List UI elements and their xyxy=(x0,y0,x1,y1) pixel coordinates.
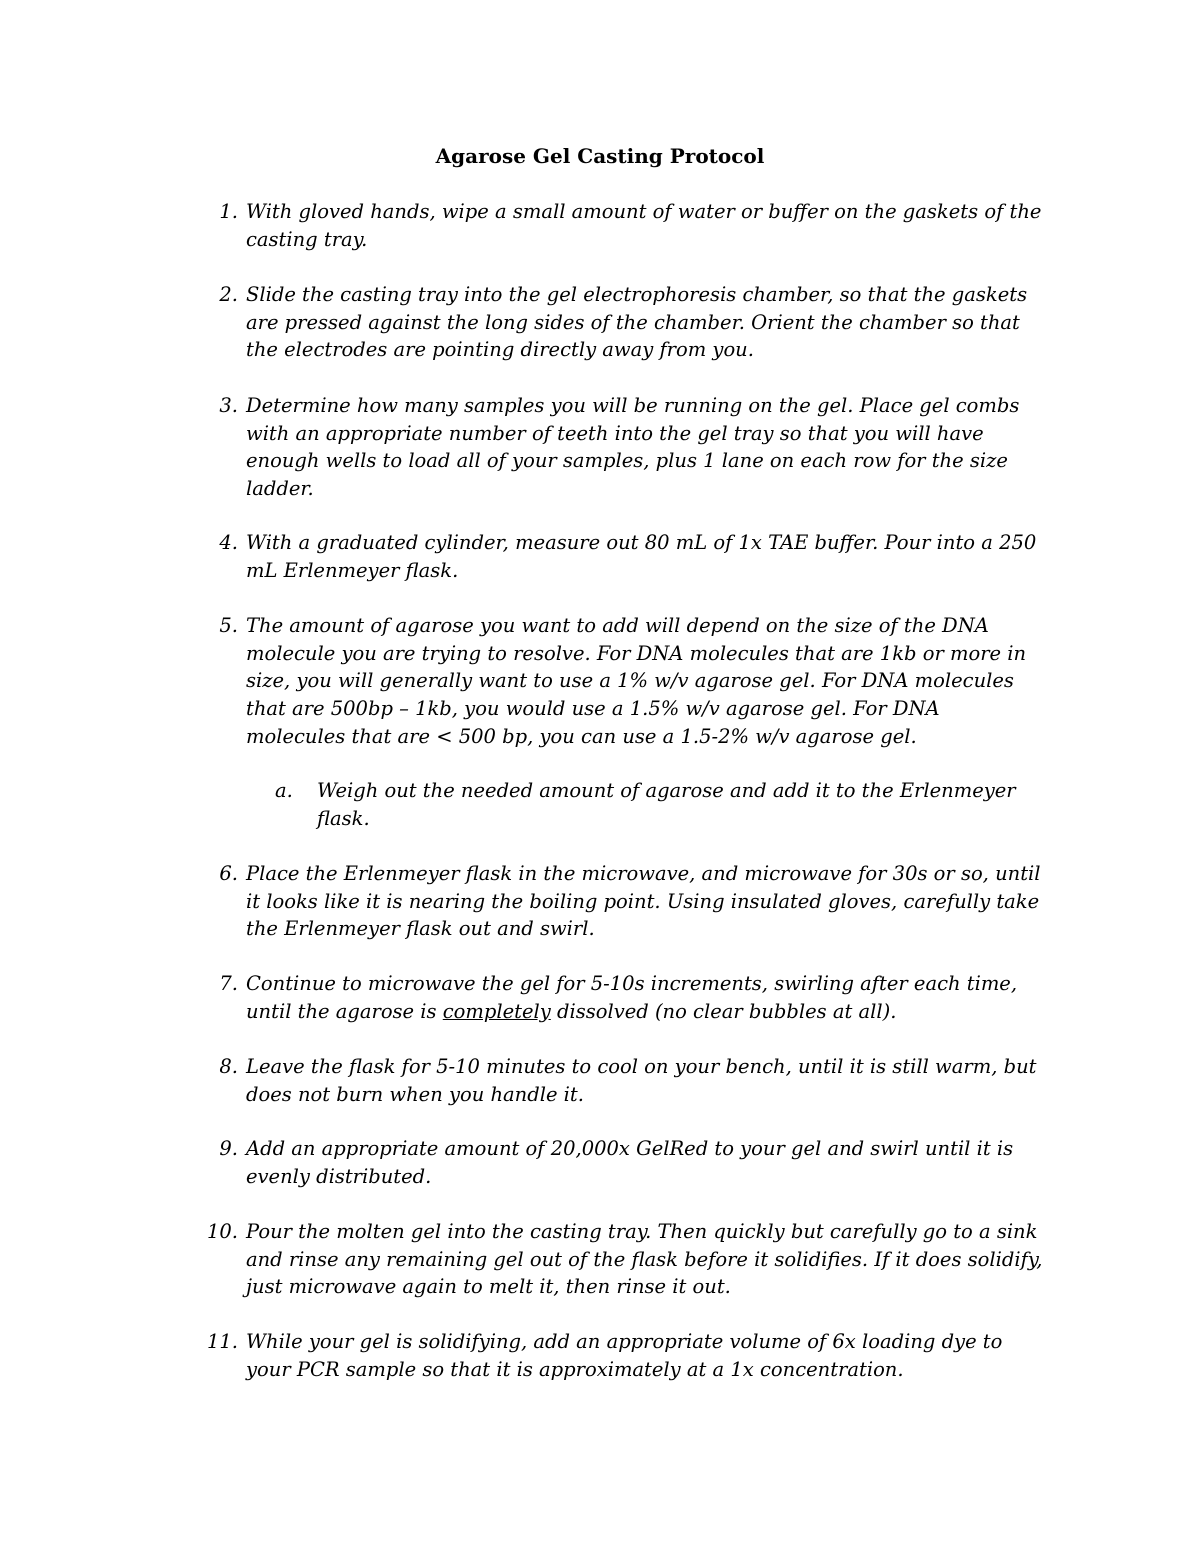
step-text-line: Slide the casting tray into the gel electrophoresis chamber, so that the gaskets xyxy=(246,283,1028,306)
step-text-line: Add an appropriate amount of 20,000x GelRed to your gel and swirl until it is xyxy=(246,1137,1014,1160)
step-number: 10. xyxy=(206,1220,238,1243)
step-text-line: casting tray. xyxy=(246,227,368,251)
step-10 xyxy=(206,1218,1046,1301)
emphasized-word: completely xyxy=(442,999,551,1023)
step-text-line: your PCR sample so that it is approximately at a 1x concentration. xyxy=(246,1357,904,1381)
step-text-line: molecule you are trying to resolve. For DNA molecules that are 1kb or more in xyxy=(246,641,1027,665)
step-text-line: it looks like it is nearing the boiling point. Using insulated gloves, carefully take xyxy=(246,889,1040,913)
step-number: 4. xyxy=(219,531,238,554)
step-text-line: the Erlenmeyer flask out and swirl. xyxy=(246,917,595,941)
step-text-line: The amount of agarose you want to add will depend on the size of the DNA xyxy=(246,614,989,637)
step-number: 7. xyxy=(219,972,238,995)
step-text-line: Place the Erlenmeyer flask in the microwave, and microwave for 30s or so, until xyxy=(246,862,1041,885)
step-text-line: With a graduated cylinder, measure out 80 mL of 1x TAE buffer. Pour into a 250 xyxy=(246,531,1037,554)
step-9 xyxy=(219,1135,1046,1190)
step-text-line: Leave the flask for 5-10 minutes to cool on your bench, until it is still warm, but xyxy=(246,1055,1037,1078)
step-5 xyxy=(219,612,1046,751)
step-number: 2. xyxy=(219,283,238,306)
step-text-line: enough wells to load all of your samples, plus 1 lane on each row for the size xyxy=(246,449,1008,473)
step-1 xyxy=(219,198,1046,253)
step-text-line: that are 500bp – 1kb, you would use a 1.5% w/v agarose gel. For DNA xyxy=(246,697,940,721)
step-number: 5. xyxy=(219,614,238,637)
step-number: 1. xyxy=(219,200,238,223)
step-2 xyxy=(219,281,1046,364)
substep-text-line: flask. xyxy=(317,806,370,830)
step-number: 6. xyxy=(219,862,238,885)
step-text-line: With gloved hands, wipe a small amount of water or buffer on the gaskets of the xyxy=(246,200,1042,223)
step-text-line: and rinse any remaining gel out of the flask before it solidifies. If it does solidify, xyxy=(246,1247,1043,1271)
step-text-line: are pressed against the long sides of the chamber. Orient the chamber so that xyxy=(246,310,1020,334)
substep-text-line: Weigh out the needed amount of agarose and add it to the Erlenmeyer xyxy=(317,779,1016,802)
step-text-line: Pour the molten gel into the casting tray. Then quickly but carefully go to a sink xyxy=(246,1220,1038,1243)
step-text-line xyxy=(246,998,1046,1026)
step-text-segment: until the agarose is xyxy=(246,999,443,1023)
step-text-line: just microwave again to melt it, then rinse it out. xyxy=(246,1275,731,1299)
step-number: 3. xyxy=(219,394,238,417)
step-number: 8. xyxy=(219,1055,238,1078)
step-number: 11. xyxy=(206,1330,238,1353)
step-4 xyxy=(219,529,1046,584)
step-6 xyxy=(219,860,1046,943)
step-8 xyxy=(219,1053,1046,1108)
step-text-segment: dissolved (no clear bubbles at all). xyxy=(550,999,897,1023)
step-text-line: the electrodes are pointing directly away from you. xyxy=(246,338,754,362)
step-text-line: evenly distributed. xyxy=(246,1164,432,1188)
step-text-line: Determine how many samples you will be running on the gel. Place gel combs xyxy=(246,394,1020,417)
step-7 xyxy=(219,970,1046,1025)
step-text-line: with an appropriate number of teeth into the gel tray so that you will have xyxy=(246,421,984,445)
step-text-line: Continue to microwave the gel for 5-10s increments, swirling after each time, xyxy=(246,972,1018,995)
step-text-line: While your gel is solidifying, add an appropriate volume of 6x loading dye to xyxy=(246,1330,1003,1353)
step-11 xyxy=(206,1328,1046,1383)
step-text-line: size, you will generally want to use a 1% w/v agarose gel. For DNA molecules xyxy=(246,669,1014,693)
document-title: Agarose Gel Casting Protocol xyxy=(435,144,765,168)
step-text-line: mL Erlenmeyer flask. xyxy=(246,558,459,582)
step-text-line: molecules that are < 500 bp, you can use a 1.5-2% w/v agarose gel. xyxy=(246,724,917,748)
step-text-line: does not burn when you handle it. xyxy=(246,1082,584,1106)
step-3 xyxy=(219,392,1046,503)
step-number: 9. xyxy=(219,1137,238,1160)
substep-letter: a. xyxy=(275,779,293,802)
step-text-line: ladder. xyxy=(246,477,314,501)
step-5-substep-a xyxy=(275,777,1037,832)
